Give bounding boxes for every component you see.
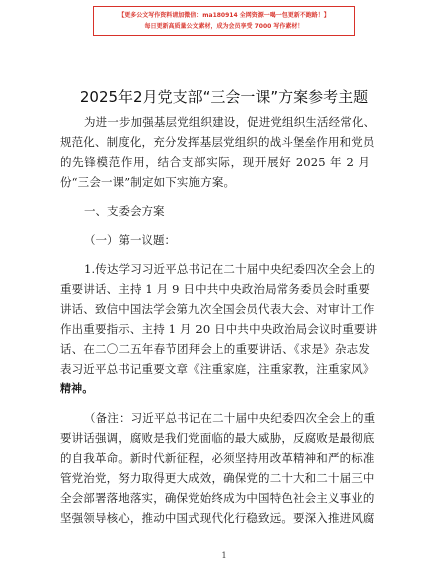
- item-line: 重要讲话、主持 1 月 9 日中共中央政治局常务委员会时重要: [60, 282, 370, 296]
- item-line: 精神。: [60, 382, 94, 395]
- item-line: 话、在二〇二五年春节团拜会上的重要讲话、《求是》杂志发: [60, 342, 370, 356]
- item-line: 1.传达学习习近平总书记在二十届中央纪委四次全会上的: [84, 262, 375, 276]
- intro-line: 份“三会一课”制定如下实施方案。: [60, 175, 236, 189]
- page-number: 1: [221, 551, 227, 560]
- promo-banner-line-1: 【更多公文写作资料请加微信：ma180914 全网资源一喝一包更新不跑路！】: [118, 12, 330, 19]
- intro-line: 的先锋模范作用，结合支部实际，现开展好 2025 年 2 月: [60, 155, 370, 169]
- item-line: 表习近平总书记重要文章《注重家庭，注重家教，注重家风》: [60, 362, 375, 376]
- note-line: 的自我革命。新时代新征程，必须坚持用改革精神和严的标准: [60, 451, 375, 465]
- note-line: （备注：习近平总书记在二十届中央纪委四次全会上的重: [84, 411, 376, 425]
- note-line: 全会部署落地落实，确保党始终成为中国特色社会主义事业的: [60, 491, 375, 505]
- intro-line: 为进一步加强基层党组织建设，促进党组织生活经常化、: [84, 115, 376, 129]
- promo-banner-line-2: 每日更新高质量公文素材，成为会员享受 7000 写作素材！: [144, 23, 304, 30]
- promo-banner: [93, 6, 355, 36]
- note-line: 要讲话强调，腐败是我们党面临的最大威胁，反腐败是最彻底: [60, 431, 375, 445]
- item-line: 作出重要指示、主持 1 月 20 日中共中央政治局会议时重要讲: [60, 322, 378, 336]
- item-line: 讲话、致信中国法学会第九次全国会员代表大会、对审计工作: [60, 302, 375, 316]
- document-body: [60, 112, 378, 528]
- section-heading: 一、支委会方案: [84, 204, 165, 218]
- subsection-heading: （一）第一议题：: [84, 233, 176, 247]
- note-line: 管党治党，努力取得更大成效，确保党的二十大和二十届三中: [60, 471, 375, 485]
- document-title: 2025年2月党支部“三会一课”方案参考主题: [79, 88, 369, 106]
- note-line: 坚强领导核心，推动中国式现代化行稳致远。要深入推进风腐: [60, 511, 375, 525]
- intro-line: 规范化、制度化，充分发挥基层党组织的战斗堡垒作用和党员: [60, 135, 375, 149]
